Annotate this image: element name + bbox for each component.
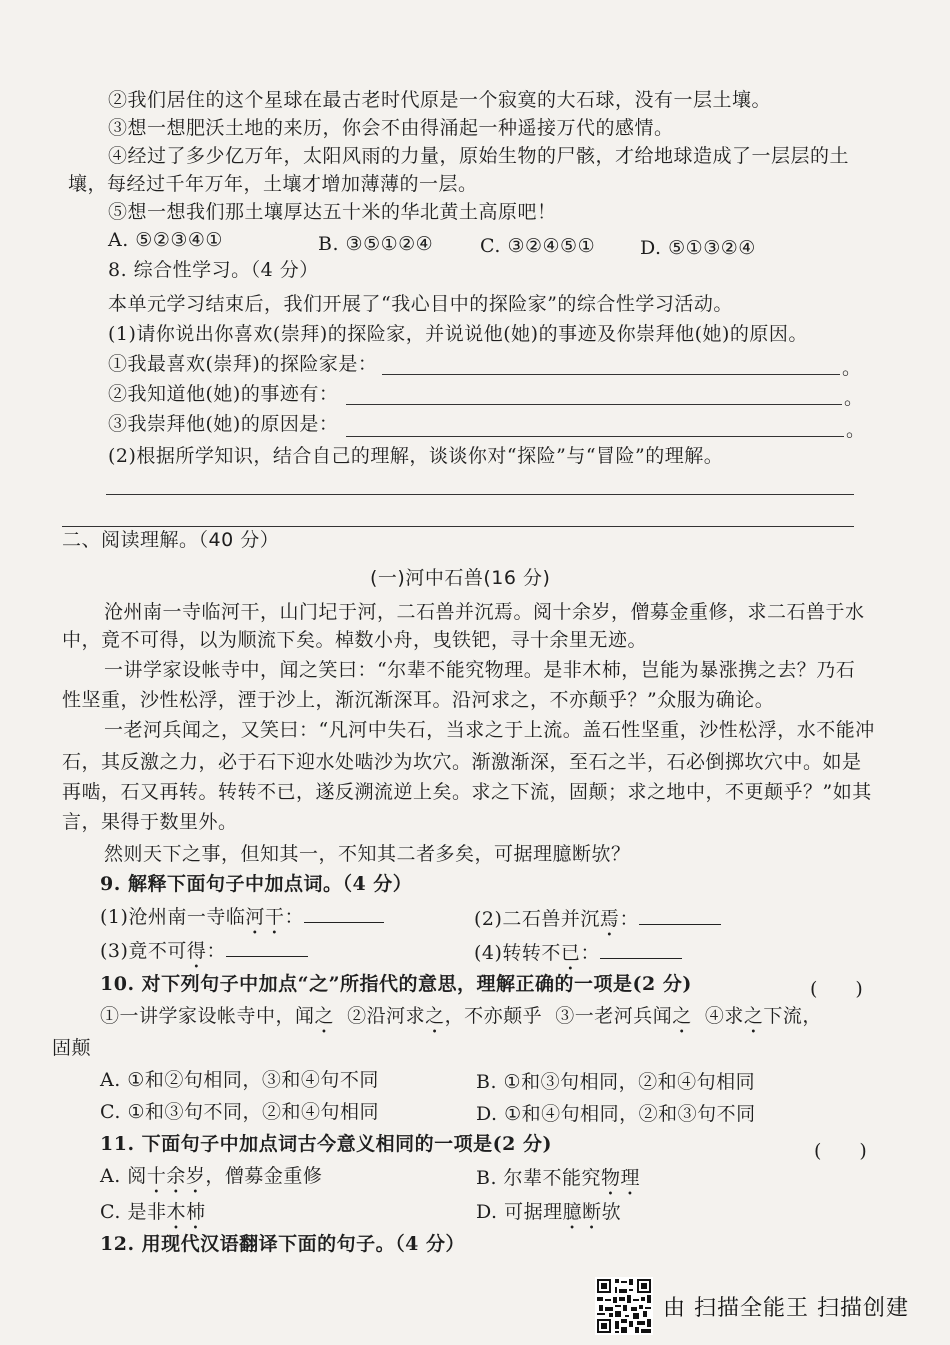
q8-part-1: (1)请你说出你喜欢(崇拜)的探险家，并说说他(她)的事迹及你崇拜他(她)的原因。 (108, 323, 808, 345)
q10-title: 10. 对下列句子中加点“之”所指代的意思，理解正确的一项是(2 分) (100, 973, 692, 995)
q10-option-a: A. ①和②句相同，③和④句不同 (100, 1069, 379, 1091)
q8-field-2-line[interactable] (346, 404, 842, 405)
q9-item-2-dotted: 焉 (599, 908, 620, 930)
q7-sentence-4: ④经过了多少亿万年，太阳风雨的力量，原始生物的尸骸，才给地球造成了一层层的土 (108, 145, 850, 167)
q9-item-3-blank[interactable] (226, 938, 308, 957)
passage-line-1: 沧州南一寺临河干，山门圮于河，二石兽并沉焉。阅十余岁，僧募金重修，求二石兽于水 (104, 601, 865, 623)
q7-sentence-3: ③想一想肥沃土地的来历，你会不由得涌起一种遥接万代的感情。 (108, 117, 674, 139)
q8-answer-line-1[interactable] (106, 494, 854, 495)
passage-line-3: 一讲学家设帐寺中，闻之笑曰：“尔辈不能究物理。是非木杮，岂能为暴涨携之去？乃石 (104, 659, 856, 681)
q10-sentence-4-cont: 固颠 (52, 1037, 92, 1059)
q9-item-3-dotted: 得 (186, 940, 207, 962)
q8-field-3-line[interactable] (346, 436, 844, 437)
q11-option-a: A. 阅十余岁，僧募金重修 (100, 1165, 323, 1187)
passage-line-7: 再啮，石又再转。转转不已，遂反溯流逆上矣。求之下流，固颠；求之地中，不更颠乎？”如其 (62, 781, 872, 803)
q11-option-c: C. 是非木杮 (100, 1201, 206, 1223)
q8-part-2: (2)根据所学知识，结合自己的理解，谈谈你对“探险”与“冒险”的理解。 (108, 445, 724, 467)
q10-option-d: D. ①和④句相同，②和③句不同 (476, 1103, 756, 1125)
q10-option-c: C. ①和③句不同，②和④句相同 (100, 1101, 379, 1123)
q7-option-a: A. ⑤②③④① (108, 229, 223, 251)
q8-answer-line-2[interactable] (62, 526, 854, 527)
q9-item-4-blank[interactable] (600, 940, 682, 959)
q11-option-b: B. 尔辈不能究物理 (476, 1167, 641, 1189)
q9-item-2: (2)二石兽并沉焉： (474, 906, 721, 941)
q7-option-d: D. ⑤①③②④ (640, 237, 756, 259)
passage-line-2: 中，竟不可得，以为顺流下矣。棹数小舟，曳铁钯，寻十余里无迹。 (62, 629, 648, 651)
passage-line-5: 一老河兵闻之，又笑曰：“凡河中失石，当求之于上流。盖石性坚重，沙性松浮，水不能冲 (104, 719, 875, 741)
q8-field-3-label: ③我崇拜他(她)的原因是： (108, 413, 339, 435)
q9-item-1-dotted: 河干 (245, 906, 285, 928)
q10-option-b: B. ①和③句相同，②和④句相同 (476, 1071, 756, 1093)
q11-answer-paren[interactable]: ( ) (814, 1140, 867, 1162)
q10-answer-paren[interactable]: ( ) (810, 978, 863, 1000)
q8-field-1-label: ①我最喜欢(崇拜)的探险家是： (108, 353, 378, 375)
q7-sentence-4-cont: 壤，每经过千年万年，土壤才增加薄薄的一层。 (68, 173, 478, 195)
q11-title: 11. 下面句子中加点词古今意义相同的一项是(2 分) (100, 1133, 552, 1155)
q9-item-1-blank[interactable] (304, 904, 384, 923)
q8-intro: 本单元学习结束后，我们开展了“我心目中的探险家”的综合性学习活动。 (108, 293, 733, 315)
scanner-watermark (595, 1276, 909, 1336)
passage-line-4: 性坚重，沙性松浮，湮于沙上，渐沉渐深耳。沿河求之，不亦颠乎？”众服为确论。 (62, 689, 775, 711)
q8-field-2-label: ②我知道他(她)的事迹有： (108, 383, 339, 405)
passage-title: (一)河中石兽(16 分) (370, 567, 551, 589)
q7-sentence-2: ②我们居住的这个星球在最古老时代原是一个寂寞的大石球，没有一层土壤。 (108, 89, 772, 111)
q12-title: 12. 用现代汉语翻译下面的句子。（4 分） (100, 1233, 466, 1255)
q8-field-1-end: 。 (842, 357, 862, 379)
q11-option-d: D. 可据理臆断欤 (476, 1201, 622, 1223)
section-2-title: 二、阅读理解。（40 分） (62, 529, 280, 551)
q9-title: 9. 解释下面句子中加点词。（4 分） (100, 873, 413, 895)
qr-code-icon (595, 1277, 653, 1335)
passage-line-6: 石，其反激之力，必于石下迎水处啮沙为坎穴。渐激渐深，至石之半，石必倒掷坎穴中。如是 (62, 751, 862, 773)
q7-option-b: B. ③⑤①②④ (318, 233, 434, 255)
q9-item-1: (1)沧州南一寺临河干： (100, 904, 384, 939)
q9-item-4-dotted: 已 (560, 942, 581, 964)
q7-option-c: C. ③②④⑤① (480, 235, 596, 257)
passage-line-8: 言，果得于数里外。 (62, 811, 238, 833)
watermark-text: 由 扫描全能王 扫描创建 (663, 1295, 909, 1321)
q9-item-3: (3)竟不可得： (100, 938, 308, 973)
q8-title: 8. 综合性学习。（4 分） (108, 259, 319, 281)
q9-item-2-blank[interactable] (639, 906, 721, 925)
q8-field-2-end: 。 (844, 387, 864, 409)
q10-sentences: ①一讲学家设帐寺中，闻之 ②沿河求之，不亦颠乎 ③一老河兵闻之 ④求之下流， (100, 1005, 822, 1027)
q8-field-3-end: 。 (846, 419, 866, 441)
q9-item-4: (4)转转不已： (474, 940, 682, 975)
passage-line-9: 然则天下之事，但知其一，不知其二者多矣，可据理臆断欤？ (104, 843, 631, 865)
q7-sentence-5: ⑤想一想我们那土壤厚达五十米的华北黄土高原吧！ (108, 201, 557, 223)
q8-field-1-line[interactable] (382, 374, 840, 375)
